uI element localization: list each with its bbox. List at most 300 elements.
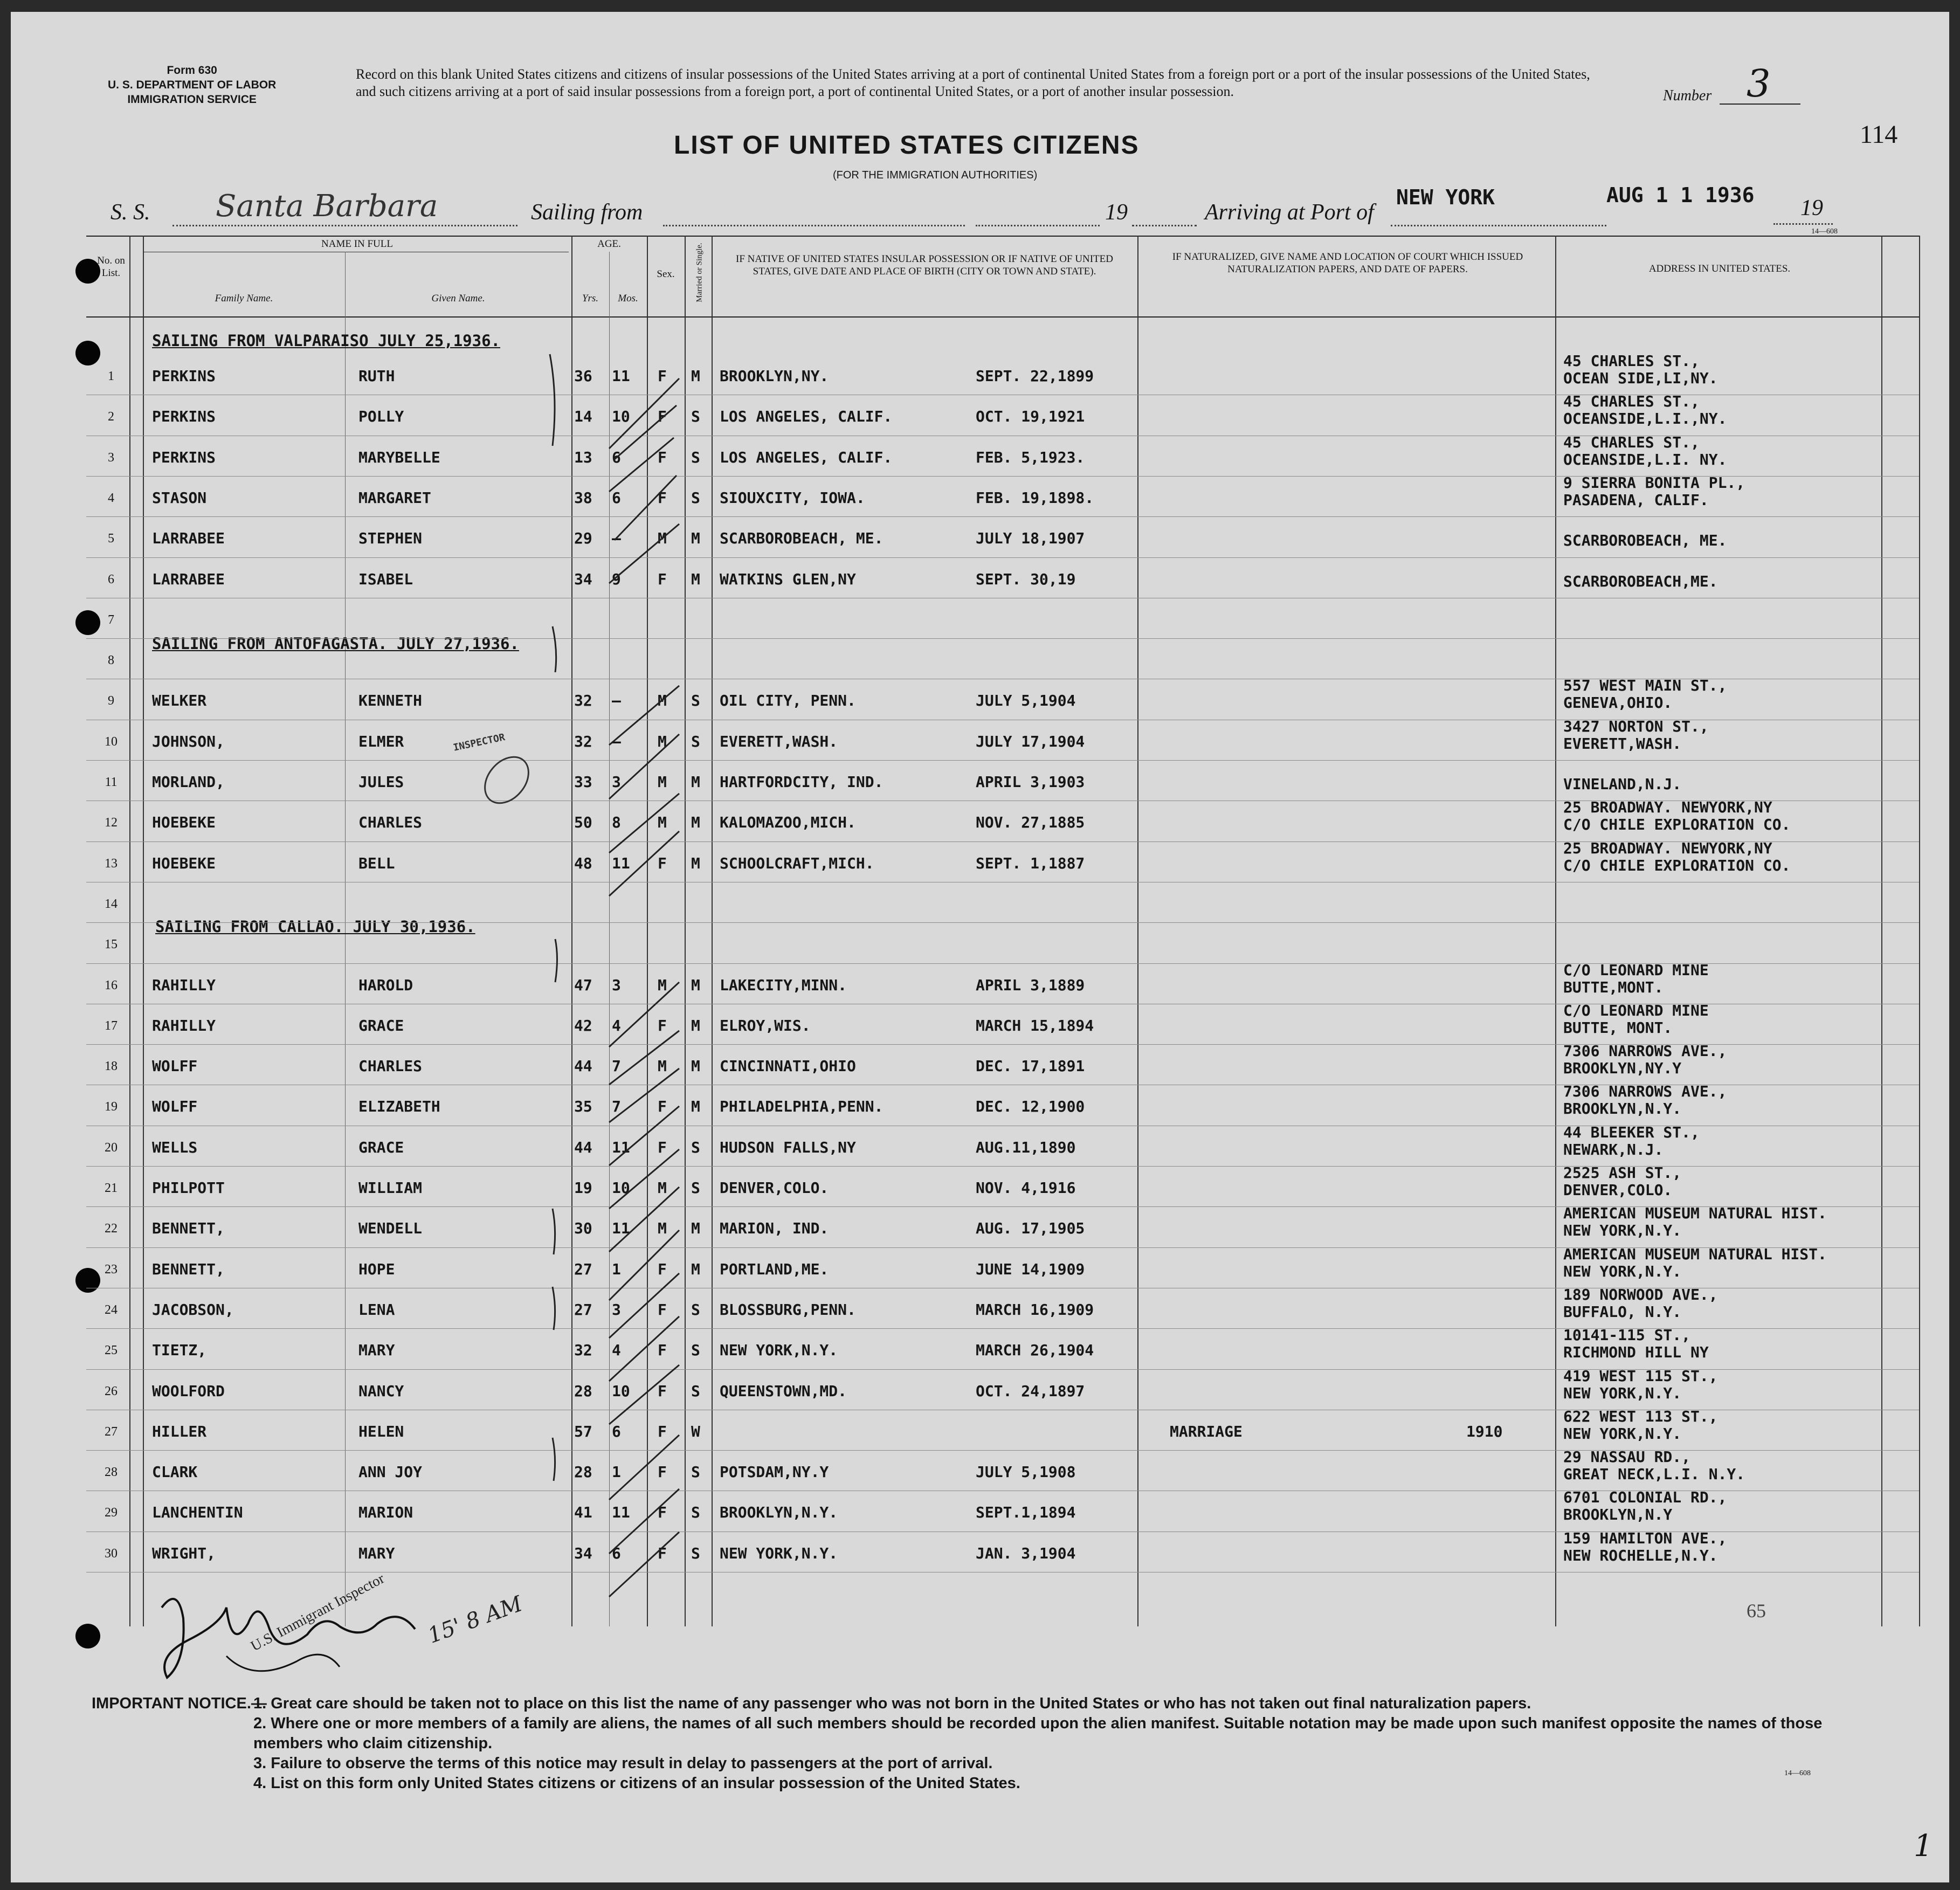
family-name: TIETZ, [152, 1341, 207, 1360]
address-line-2: NEW ROCHELLE,N.Y. [1563, 1546, 1718, 1564]
row-number: 18 [105, 1059, 118, 1074]
row-number: 14 [105, 896, 118, 911]
table-row [11, 518, 1949, 558]
table-top-border [86, 236, 1919, 237]
birth-place: HUDSON FALLS,NY [720, 1138, 856, 1156]
notice-item: 4. List on this form only United States citizens or citizens of an insular possession of the United States. [253, 1775, 1020, 1792]
marital-status: S [691, 1503, 700, 1522]
address-line-1: C/O LEONARD MINE [1563, 961, 1709, 979]
given-name: LENA [358, 1300, 395, 1319]
given-name: CHARLES [358, 813, 423, 832]
service-name: IMMIGRATION SERVICE [127, 93, 257, 106]
printer-code: 14—608 [1811, 227, 1838, 236]
marital-status: S [691, 692, 700, 710]
age-years: 34 [574, 570, 592, 588]
given-name: WENDELL [358, 1219, 423, 1238]
table-row [11, 883, 1949, 923]
birth-date: JAN. 3,1904 [976, 1544, 1076, 1562]
birth-place: DENVER,COLO. [720, 1179, 829, 1197]
family-name: BENNETT, [152, 1260, 225, 1278]
address-line-2: C/O CHILE EXPLORATION CO. [1563, 816, 1791, 834]
marital-status: M [691, 976, 700, 994]
given-name: WILLIAM [358, 1179, 423, 1197]
age-months: 10 [612, 1382, 630, 1400]
age-years: 47 [574, 976, 592, 994]
age-years: 28 [574, 1463, 592, 1481]
age-years: 41 [574, 1503, 592, 1522]
age-years: 27 [574, 1260, 592, 1278]
header-bottom-rule [86, 316, 1919, 318]
ship-name: Santa Barbara [216, 189, 438, 224]
table-row [11, 923, 1949, 964]
birth-date: JULY 18,1907 [976, 529, 1085, 548]
birth-place: SCHOOLCRAFT,MICH. [720, 854, 874, 872]
form-identifier [108, 63, 276, 107]
age-years: 42 [574, 1016, 592, 1034]
given-name: HELEN [358, 1422, 404, 1440]
birth-date: SEPT.1,1894 [976, 1503, 1076, 1522]
age-months: 7 [612, 1057, 621, 1075]
address-line-2: NEWARK,N.J. [1563, 1140, 1664, 1158]
address-line-1: 419 WEST 115 ST., [1563, 1367, 1718, 1385]
sex: F [658, 1503, 667, 1522]
age-months: 6 [612, 1544, 621, 1562]
age-years: 14 [574, 408, 592, 426]
header-name-in-full: NAME IN FULL [321, 238, 393, 250]
age-years: 34 [574, 1544, 592, 1562]
row-number: 22 [105, 1222, 118, 1236]
marital-status: M [691, 1219, 700, 1238]
address-line-2: BROOKLYN,N.Y. [1563, 1100, 1682, 1118]
age-months: 6 [612, 1422, 621, 1440]
row-number: 23 [105, 1262, 118, 1277]
family-name: WOOLFORD [152, 1382, 225, 1400]
marital-status: W [691, 1422, 700, 1440]
marital-status: M [691, 529, 700, 548]
address-line-1: 25 BROADWAY. NEWYORK,NY [1563, 798, 1772, 817]
age-years: 35 [574, 1098, 592, 1116]
given-name: CHARLES [358, 1057, 423, 1075]
given-name: ANN JOY [358, 1463, 423, 1481]
family-name: JOHNSON, [152, 732, 225, 750]
family-name: WOLFF [152, 1098, 198, 1116]
sex: M [658, 813, 667, 832]
table-row [11, 761, 1949, 802]
year-prefix: 19 [1800, 196, 1823, 220]
age-years: 29 [574, 529, 592, 548]
marital-status: M [691, 854, 700, 872]
address-line-1: 189 NORWOOD AVE., [1563, 1285, 1718, 1303]
family-name: WELLS [152, 1138, 198, 1156]
marital-status: S [691, 1382, 700, 1400]
row-number: 25 [105, 1343, 118, 1358]
header-yrs: Yrs. [582, 293, 599, 304]
age-months: 11 [612, 367, 630, 385]
table-row [11, 1407, 1949, 1451]
dotted-line [172, 225, 517, 226]
age-years: 32 [574, 692, 592, 710]
table-row [11, 392, 1949, 436]
birth-date: AUG. 17,1905 [976, 1219, 1085, 1238]
address-line-2: BROOKLYN,N.Y [1563, 1506, 1673, 1524]
given-name: GRACE [358, 1016, 404, 1034]
sex: F [658, 408, 667, 426]
given-name: ISABEL [358, 570, 413, 588]
address-line-2: BUFFALO, N.Y. [1563, 1302, 1682, 1321]
form-number: Form 630 [167, 64, 217, 77]
sex: M [658, 773, 667, 791]
age-months: 1 [612, 1260, 621, 1278]
family-name: BENNETT, [152, 1219, 225, 1238]
age-months: 11 [612, 854, 630, 872]
birth-place: SCARBOROBEACH, ME. [720, 529, 884, 548]
table-row [11, 1488, 1949, 1532]
birth-place: BROOKLYN,N.Y. [720, 1503, 838, 1522]
birth-date: JULY 5,1908 [976, 1463, 1076, 1481]
table-row [11, 1001, 1949, 1045]
marital-status: S [691, 408, 700, 426]
sex: F [658, 1138, 667, 1156]
given-name: JULES [358, 773, 404, 791]
sex: M [658, 1179, 667, 1197]
sex: F [658, 1341, 667, 1360]
row-number: 29 [105, 1506, 118, 1520]
signature-title: U.S. Immigrant Inspector [248, 1570, 387, 1654]
row-number: 3 [108, 450, 114, 465]
age-months: — [612, 692, 621, 710]
address-line-1: AMERICAN MUSEUM NATURAL HIST. [1563, 1245, 1827, 1263]
marital-status: S [691, 448, 700, 466]
row-number: 15 [105, 937, 118, 952]
check-marks [598, 314, 690, 1640]
birth-date: APRIL 3,1889 [976, 976, 1085, 994]
age-years: 44 [574, 1138, 592, 1156]
address-line-2: DENVER,COLO. [1563, 1181, 1673, 1199]
header-naturalized: IF NATURALIZED, GIVE NAME AND LOCATION OF COURT WHICH ISSUED NATURALIZATION PAPERS, AND DATE OF PAPERS. [1172, 251, 1523, 275]
age-years: 32 [574, 732, 592, 750]
footer-code: 14—608 [1784, 1769, 1811, 1777]
birth-place: POTSDAM,NY.Y [720, 1463, 829, 1481]
birth-date: DEC. 12,1900 [976, 1098, 1085, 1116]
sex: F [658, 1544, 667, 1562]
age-months: 10 [612, 1179, 630, 1197]
section-heading: SAILING FROM VALPARAISO JULY 25,1936. [152, 332, 501, 350]
given-name: STEPHEN [358, 529, 423, 548]
header-sex: Sex. [657, 268, 675, 280]
birth-place: BLOSSBURG,PENN. [720, 1300, 856, 1319]
sex: F [658, 1260, 667, 1278]
time-note: 15' 8 AM [424, 1591, 526, 1648]
given-name: MARY [358, 1341, 395, 1360]
row-number: 19 [105, 1100, 118, 1114]
marital-status: S [691, 732, 700, 750]
address-line-2: OCEANSIDE,L.I. NY. [1563, 450, 1727, 468]
age-years: 50 [574, 813, 592, 832]
address-line-1: 2525 ASH ST., [1563, 1164, 1682, 1182]
address-line-2: BUTTE,MONT. [1563, 978, 1664, 996]
row-number: 5 [108, 532, 114, 546]
marital-status: M [691, 367, 700, 385]
section-heading: SAILING FROM ANTOFAGASTA. JULY 27,1936. [152, 634, 519, 653]
birth-place: CINCINNATI,OHIO [720, 1057, 856, 1075]
ss-label: S. S. [111, 200, 150, 225]
row-number: 10 [105, 734, 118, 749]
birth-date: FEB. 5,1923. [976, 448, 1085, 466]
family-name: PERKINS [152, 408, 216, 426]
given-name: MARYBELLE [358, 448, 440, 466]
birth-place: KALOMAZOO,MICH. [720, 813, 856, 832]
row-number: 7 [108, 612, 114, 627]
address-line-2: NEW YORK,N.Y. [1563, 1262, 1682, 1280]
row-number: 2 [108, 410, 114, 424]
table-row [11, 1164, 1949, 1208]
dotted-line [663, 225, 965, 226]
family-name: JACOBSON, [152, 1300, 234, 1319]
birth-date: FEB. 19,1898. [976, 488, 1094, 507]
age-months: 7 [612, 1098, 621, 1116]
header-no: No. on List. [97, 255, 125, 279]
sex: M [658, 1219, 667, 1238]
address-line-2: SCARBOROBEACH, ME. [1563, 532, 1727, 550]
address-line-2: C/O CHILE EXPLORATION CO. [1563, 856, 1791, 874]
age-years: 44 [574, 1057, 592, 1075]
address-line-1: 9 SIERRA BONITA PL., [1563, 473, 1745, 492]
notice-item: 3. Failure to observe the terms of this notice may result in delay to passengers at the port of arrival. [253, 1755, 993, 1772]
page-number: 114 [1860, 120, 1898, 149]
address-line-2: NEW YORK,N.Y. [1563, 1222, 1682, 1240]
header-given-name: Given Name. [431, 293, 485, 304]
row-number: 26 [105, 1384, 118, 1398]
header-family-name: Family Name. [215, 293, 273, 304]
number-underline [1720, 104, 1800, 105]
passenger-table [11, 236, 1949, 1637]
dotted-line [1391, 225, 1606, 226]
birth-place: MARION, IND. [720, 1219, 829, 1238]
birth-date: JULY 17,1904 [976, 732, 1085, 750]
sex: F [658, 854, 667, 872]
row-number: 30 [105, 1546, 118, 1561]
table-row [11, 352, 1949, 396]
birth-place: ELROY,WIS. [720, 1016, 811, 1034]
address-line-2: GENEVA,OHIO. [1563, 694, 1673, 712]
list-number: 3 [1747, 61, 1771, 106]
birth-date: SEPT. 1,1887 [976, 854, 1085, 872]
page-title: LIST OF UNITED STATES CITIZENS [674, 131, 1140, 160]
circle-mark [474, 753, 539, 807]
header-mos: Mos. [618, 293, 638, 304]
age-years: 13 [574, 448, 592, 466]
birth-place: PORTLAND,ME. [720, 1260, 829, 1278]
family-name: STASON [152, 488, 207, 507]
birth-place: PHILADELPHIA,PENN. [720, 1098, 884, 1116]
age-months: 9 [612, 570, 621, 588]
row-number: 13 [105, 856, 118, 871]
age-years: 30 [574, 1219, 592, 1238]
sex: F [658, 1422, 667, 1440]
family-name: LARRABEE [152, 570, 225, 588]
age-months: 3 [612, 773, 621, 791]
row-number: 20 [105, 1140, 118, 1155]
table-row [11, 473, 1949, 518]
birth-date: APRIL 3,1903 [976, 773, 1085, 791]
row-number: 6 [108, 572, 114, 587]
table-row [11, 1042, 1949, 1086]
sex: F [658, 1300, 667, 1319]
table-row [11, 1082, 1949, 1126]
table-row [11, 558, 1949, 599]
table-row [11, 1326, 1949, 1370]
birth-place: SIOUXCITY, IOWA. [720, 488, 865, 507]
marital-status: M [691, 570, 700, 588]
notice-item: 2. Where one or more members of a family are aliens, the names of all such members should be recorded upon the alien manifest. Suitable notation may be made upon such manifest opposite the names of those members who claim citizenship. [253, 1715, 1823, 1752]
table-row [11, 639, 1949, 680]
table-row [11, 1123, 1949, 1167]
given-name: MARY [358, 1544, 395, 1562]
family-brackets [542, 343, 574, 1529]
birth-place: EVERETT,WASH. [720, 732, 838, 750]
birth-date: JUNE 14,1909 [976, 1260, 1085, 1278]
address-line-2: OCEAN SIDE,LI,NY. [1563, 369, 1718, 387]
family-name: WOLFF [152, 1057, 198, 1075]
table-row [11, 1367, 1949, 1411]
row-number: 27 [105, 1424, 118, 1439]
row-number: 11 [105, 775, 118, 789]
sex: F [658, 1382, 667, 1400]
birth-date: OCT. 24,1897 [976, 1382, 1085, 1400]
address-line-1: 159 HAMILTON AVE., [1563, 1529, 1727, 1547]
family-name: HOEBEKE [152, 813, 216, 832]
table-row [11, 677, 1949, 720]
table-row [11, 599, 1949, 639]
family-name: PERKINS [152, 367, 216, 385]
header-married-single: Married or Single. [695, 243, 704, 302]
sex: M [658, 732, 667, 750]
birth-place: QUEENSTOWN,MD. [720, 1382, 847, 1400]
age-years: 32 [574, 1341, 592, 1360]
sailing-from-label: Sailing from [531, 200, 643, 225]
age-years: 19 [574, 1179, 592, 1197]
given-name: RUTH [358, 367, 395, 385]
given-name: HAROLD [358, 976, 413, 994]
birth-date: OCT. 19,1921 [976, 408, 1085, 426]
birth-place: WATKINS GLEN,NY [720, 570, 856, 588]
address-line-1: 6701 COLONIAL RD., [1563, 1488, 1727, 1507]
table-row [11, 1204, 1949, 1248]
age-months: 11 [612, 1503, 630, 1522]
arriving-port: NEW YORK [1396, 185, 1495, 209]
dotted-line [1132, 225, 1197, 226]
given-name: ELIZABETH [358, 1098, 440, 1116]
age-months: 4 [612, 1341, 621, 1360]
age-months: 11 [612, 1219, 630, 1238]
age-months: 10 [612, 408, 630, 426]
address-line-2: PASADENA, CALIF. [1563, 491, 1709, 509]
given-name: MARION [358, 1503, 413, 1522]
row-number: 24 [105, 1302, 118, 1317]
age-months: 6 [612, 488, 621, 507]
naturalization-year: 1910 [1466, 1422, 1503, 1440]
birth-date: JULY 5,1904 [976, 692, 1076, 710]
family-name: PERKINS [152, 448, 216, 466]
birth-place: BROOKLYN,NY. [720, 367, 829, 385]
marital-status: M [691, 1016, 700, 1034]
birth-place: LOS ANGELES, CALIF. [720, 408, 893, 426]
age-months: — [612, 529, 621, 548]
row-number: 17 [105, 1018, 118, 1033]
row-number: 8 [108, 653, 114, 668]
intro-instructions: Record on this blank United States citizens and citizens of insular possessions of the United States arriving at a port of continental United States from a foreign port or a port of the insular possessions of the United States, and such citizens arriving at a port of said insular possessions from a foreign port, a port of continental United States, or a port of another insular possession. [356, 66, 1590, 99]
section-heading: SAILING FROM CALLAO. JULY 30,1936. [155, 918, 475, 936]
row-number: 4 [108, 491, 114, 505]
address-line-1: 7306 NARROWS AVE., [1563, 1082, 1727, 1101]
address-line-2: RICHMOND HILL NY [1563, 1343, 1709, 1362]
marital-status: S [691, 1179, 700, 1197]
marital-status: S [691, 488, 700, 507]
address-line-2: NEW YORK,N.Y. [1563, 1384, 1682, 1402]
marital-status: M [691, 1057, 700, 1075]
family-name: RAHILLY [152, 1016, 216, 1034]
family-name: HILLER [152, 1422, 207, 1440]
header-birth: IF NATIVE OF UNITED STATES INSULAR POSSESSION OR IF NATIVE OF UNITED STATES, GIVE DATE AND PLACE OF BIRTH (CITY OR TOWN AND STATE). [736, 253, 1113, 277]
given-name: BELL [358, 854, 395, 872]
birth-place: LAKECITY,MINN. [720, 976, 847, 994]
age-years: 36 [574, 367, 592, 385]
dotted-line [976, 225, 1100, 226]
marital-status: S [691, 1463, 700, 1481]
row-number: 9 [108, 694, 114, 708]
number-label: Number [1663, 87, 1712, 104]
age-years: 57 [574, 1422, 592, 1440]
given-name: ELMER [358, 732, 404, 750]
table-row [11, 798, 1949, 842]
address-line-1: 44 BLEEKER ST., [1563, 1123, 1700, 1141]
table-row [11, 433, 1949, 477]
birth-date: MARCH 15,1894 [976, 1016, 1094, 1034]
marital-status: S [691, 1138, 700, 1156]
table-row [11, 839, 1949, 883]
given-name: HOPE [358, 1260, 395, 1278]
birth-place: HARTFORDCITY, IND. [720, 773, 884, 791]
birth-date: MARCH 26,1904 [976, 1341, 1094, 1360]
birth-place: OIL CITY, PENN. [720, 692, 856, 710]
table-row [11, 961, 1949, 1005]
address-line-1: 45 CHARLES ST., [1563, 433, 1700, 451]
marital-status: S [691, 1300, 700, 1319]
address-line-1: C/O LEONARD MINE [1563, 1001, 1709, 1019]
birth-date: MARCH 16,1909 [976, 1300, 1094, 1319]
sex: F [658, 1098, 667, 1116]
table-row [11, 1529, 1949, 1573]
birth-date: SEPT. 30,19 [976, 570, 1076, 588]
corner-mark: 1 [1914, 1829, 1933, 1864]
sex: M [658, 1057, 667, 1075]
birth-date: DEC. 17,1891 [976, 1057, 1085, 1075]
arriving-label: Arriving at Port of [1205, 200, 1374, 225]
page-subtitle: (FOR THE IMMIGRATION AUTHORITIES) [833, 169, 1038, 181]
marital-status: M [691, 773, 700, 791]
address-line-1: 557 WEST MAIN ST., [1563, 677, 1727, 695]
address-line-1: 622 WEST 113 ST., [1563, 1407, 1718, 1425]
sex: M [658, 529, 667, 548]
address-line-1: 3427 NORTON ST., [1563, 717, 1709, 735]
family-name: LANCHENTIN [152, 1503, 243, 1522]
address-line-2: NEW YORK,N.Y. [1563, 1424, 1682, 1443]
age-months: 3 [612, 976, 621, 994]
address-line-2: GREAT NECK,L.I. N.Y. [1563, 1465, 1745, 1484]
family-name: CLARK [152, 1463, 198, 1481]
age-months: 11 [612, 1138, 630, 1156]
address-line-2: EVERETT,WASH. [1563, 734, 1682, 753]
